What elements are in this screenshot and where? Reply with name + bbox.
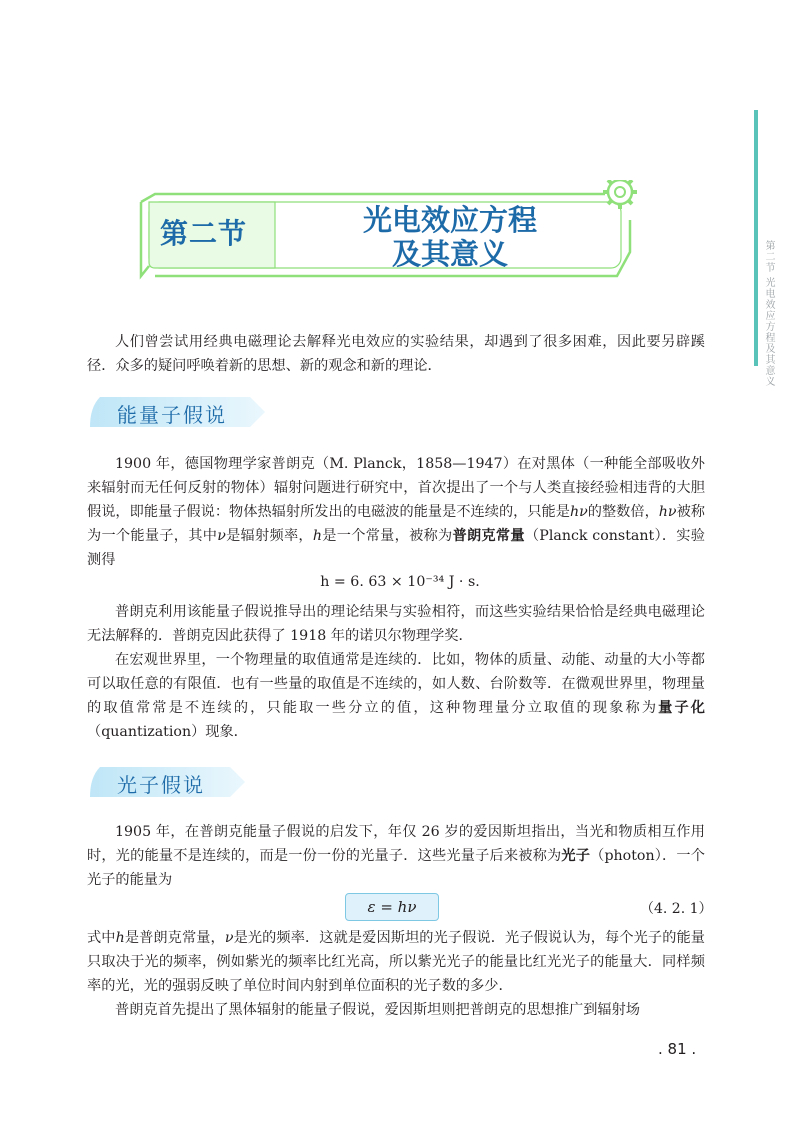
paragraph-radiation-field: 普朗克首先提出了黑体辐射的能量子假说，爱因斯坦则把普朗克的思想推广到辐射场 — [115, 1002, 640, 1018]
paragraph-planck-hypothesis: 1900 年，德国物理学家普朗克（M. Planck，1858—1947）在对黑体（一种能全部吸收外来辐射而无任何反射的物体）辐射问题进行研究中，首次提出了一个与人类直接经验相违背的大胆假说，即能量子假说：物体热辐射所发出的电磁波的能量是不连续的，只能是hν的整数倍，hν被称为一个能量子，其中ν是辐射频率，h是一个常量，被称为普朗克常量（Planck constant）．实验测得 — [87, 456, 705, 568]
intro-paragraph: 人们曾尝试用经典电磁理论去解释光电效应的实验结果，却遇到了很多困难，因此要另辟蹊径．众多的疑问呼唤着新的思想、新的观念和新的理论． — [87, 334, 705, 374]
paragraph-photon-hypothesis: 式中h是普朗克常量，ν是光的频率．这就是爱因斯坦的光子假说．光子假说认为，每个光子的能量只取决于光的频率，例如紫光的频率比红光高，所以紫光光子的能量比红光光子的能量大．同样频率的光，光的强弱反映了单位时间内射到单位面积的光子数的多少． — [87, 930, 705, 994]
heading-banner-photon — [90, 767, 260, 797]
heading-banner-energy-quanta — [90, 397, 280, 427]
equation-number: （4. 2. 1） — [640, 901, 713, 917]
paragraph-quantization: 在宏观世界里，一个物理量的取值通常是连续的．比如，物体的质量、动能、动量的大小等都可以取任意的有限值．也有一些量的取值是不连续的，如人数、台阶数等．在微观世界里，物理量的取值常常是不连续的，只能取一些分立的值，这种物理量分立取值的现象称为量子化（quantization）现象． — [87, 652, 705, 740]
photon-energy-equation: ε = hν — [345, 893, 439, 921]
term-photon: 光子 — [561, 848, 591, 864]
section-title-line-1: 光电效应方程 — [362, 203, 537, 237]
paragraph-einstein-photon: 1905 年，在普朗克能量子假说的启发下，年仅 26 岁的爱因斯坦指出，当光和物质相互作用时，光的能量不是连续的，而是一份一份的光量子．这些光量子后来被称为光子（photon）．一个光子的能量为 — [87, 824, 705, 888]
section-title-block — [135, 180, 645, 285]
term-quantization: 量子化 — [658, 700, 705, 716]
planck-constant-formula: h = 6. 63 × 10⁻³⁴ J · s. — [320, 574, 480, 590]
section-number: 第二节 — [160, 217, 248, 250]
margin-tab-bar — [754, 110, 758, 366]
section-title-line-2: 及其意义 — [391, 237, 508, 271]
page-number: . 81 . — [658, 1040, 697, 1058]
paragraph-nobel: 普朗克利用该能量子假说推导出的理论结果与实验相符，而这些实验结果恰恰是经典电磁理论无法解释的．普朗克因此获得了 1918 年的诺贝尔物理学奖． — [87, 604, 705, 644]
term-planck-constant: 普朗克常量 — [452, 528, 525, 544]
heading-photon: 光子假说 — [117, 773, 205, 797]
gear-icon — [603, 180, 637, 209]
margin-tab-text: 第二节 光电效应方程及其意义 — [763, 240, 774, 388]
heading-energy-quanta: 能量子假说 — [117, 403, 227, 427]
